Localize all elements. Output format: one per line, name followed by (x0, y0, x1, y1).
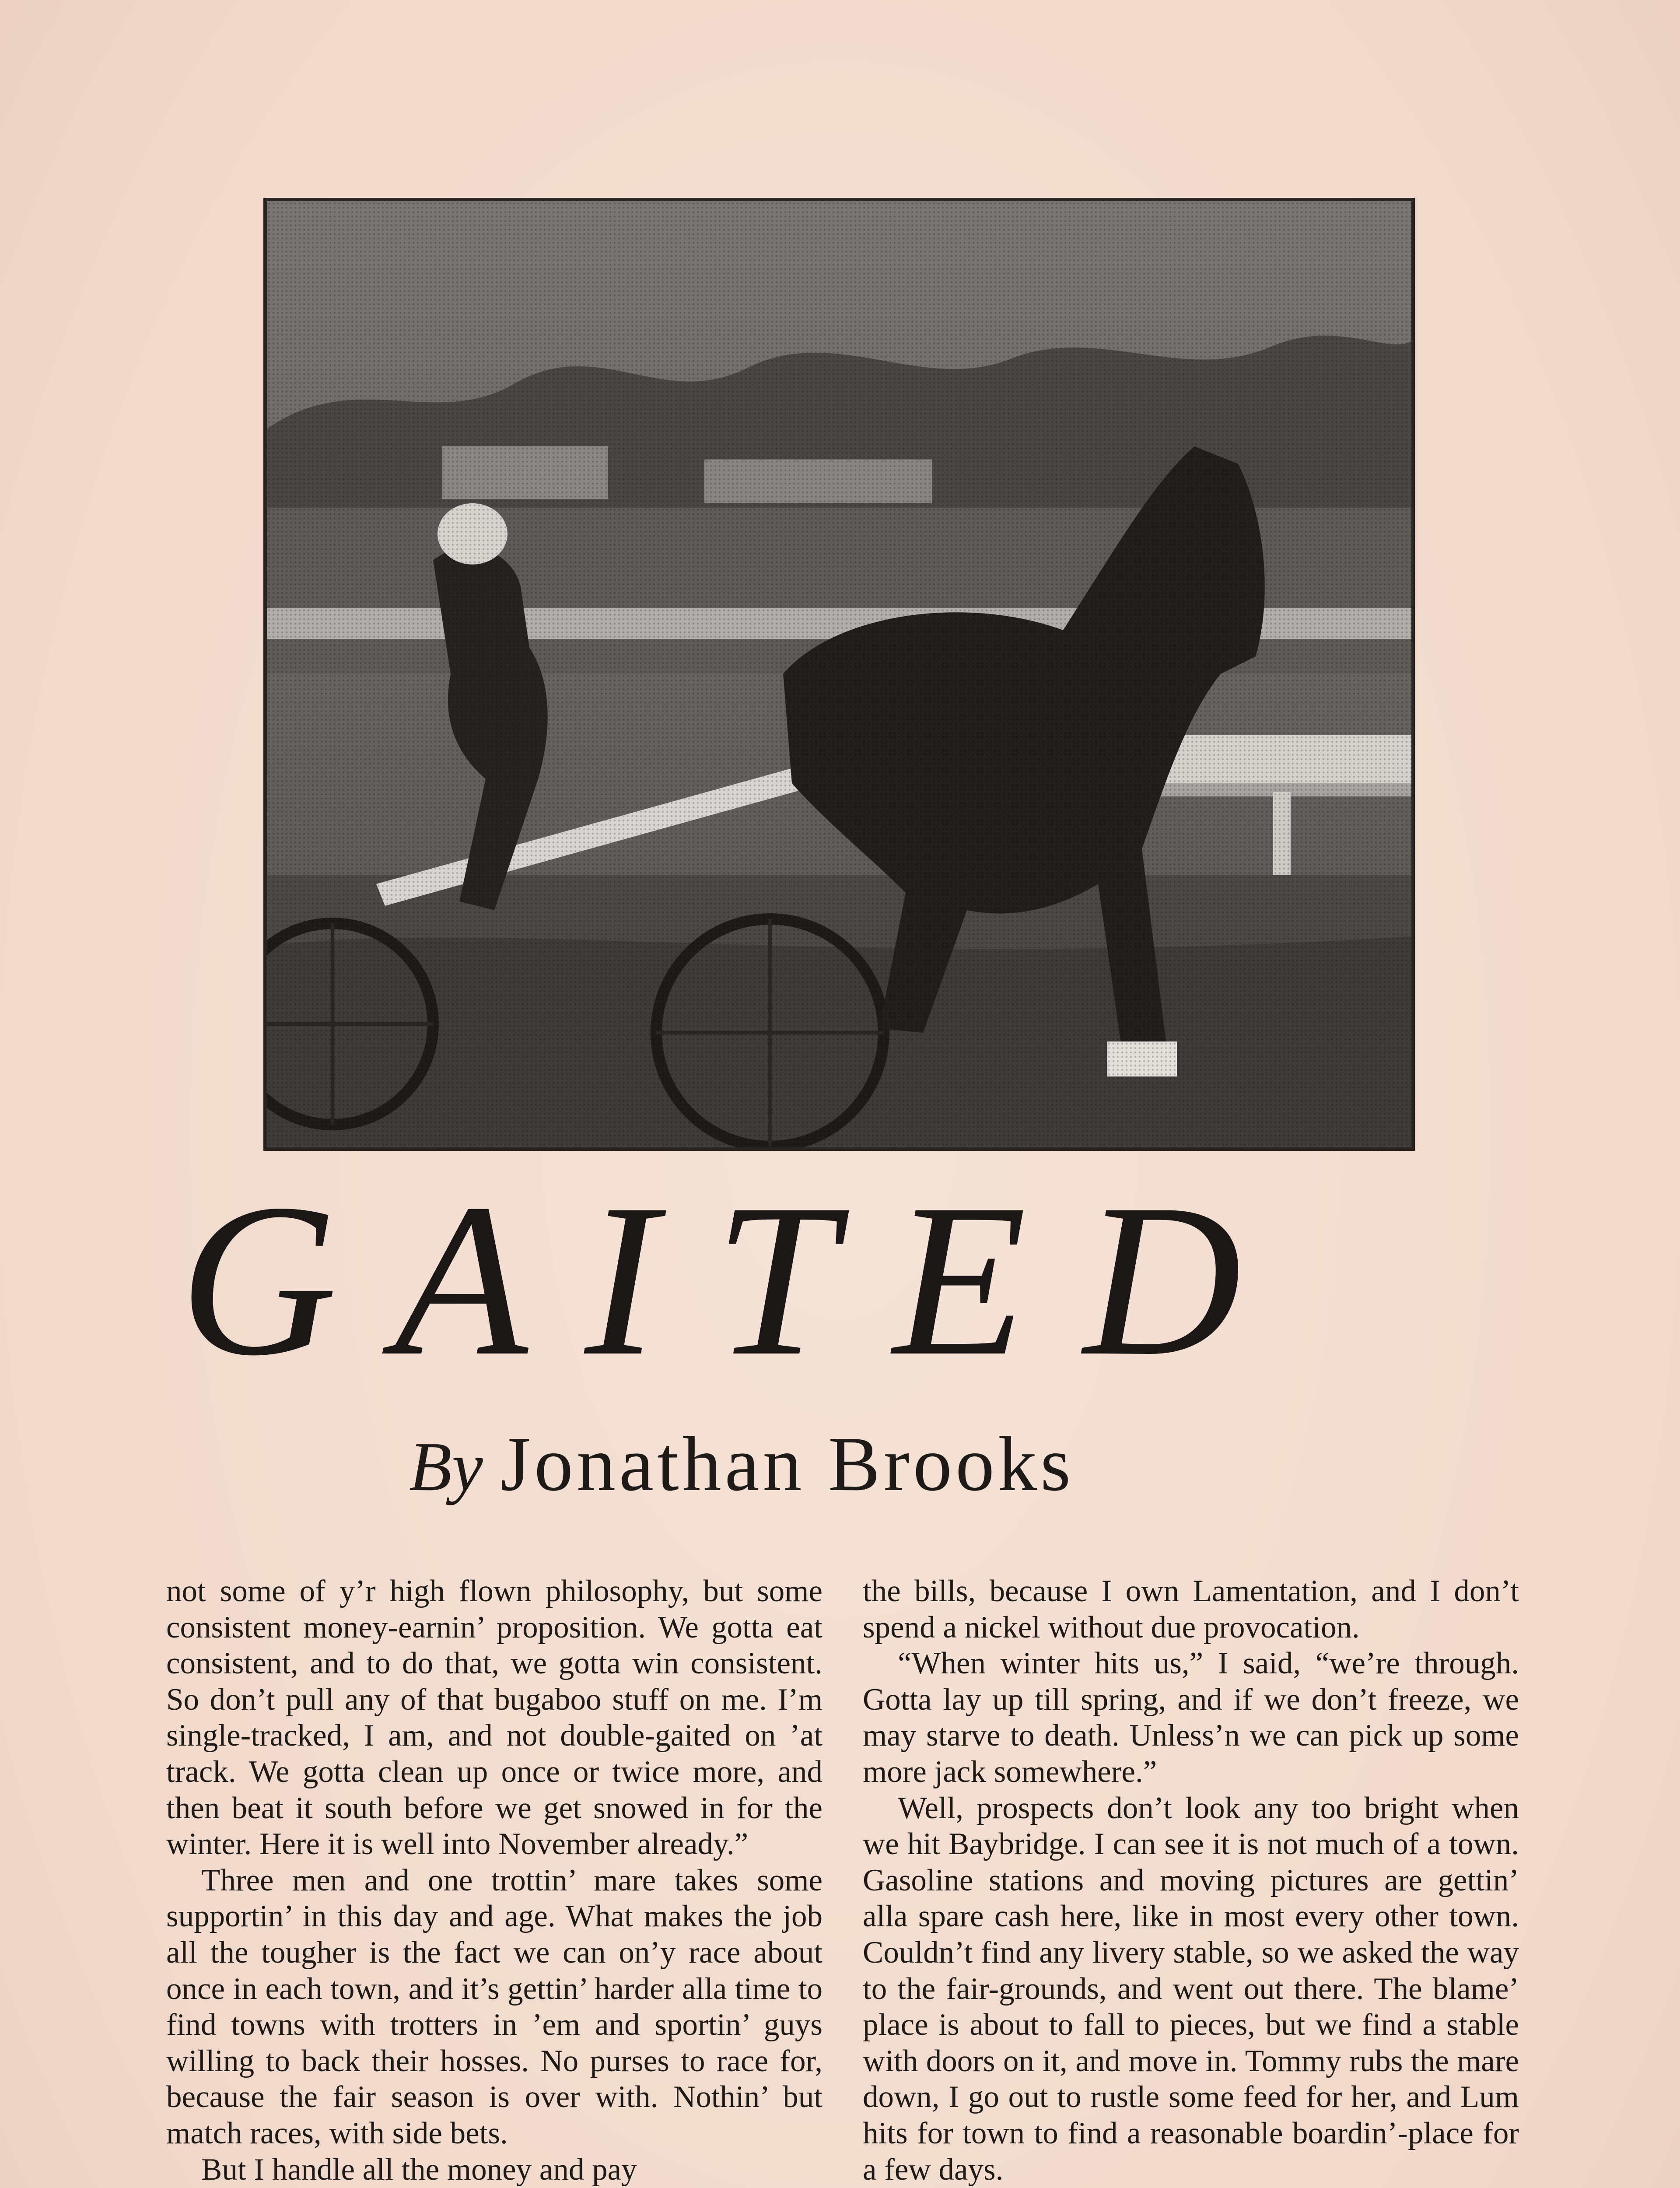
paragraph: the bills, because I own Lamentation, and I don’t spend a nickel without due provocation. (863, 1574, 1519, 1645)
author-name: Jonathan Brooks (500, 1420, 1074, 1507)
paragraph: Three men and one trottin’ mare takes some supportin’ in this day and age. What makes the job all the tougher is the fact we can on’y race about once in each town, and it’s gettin’ harder alla time to find towns with trotters in ’em and sportin’ guys willing to back their hosses. No purses to race for, because the fair season is over with. Nothin’ but match races, with side bets. (166, 1863, 822, 2150)
horse-and-sulky-illustration (267, 201, 1411, 1147)
paragraph: not some of y’r high flown philosophy, but some consistent money-earnin’ proposition. We gotta eat consistent, and to do that, we gotta win consistent. So don’t pull any of that bugaboo stuff on me. I’m single-tracked, I am, and not double-gaited on ’at track. We gotta clean up once or twice more, and then beat it south before we get snowed in for the winter. Here it is well into November already.” (166, 1574, 822, 1862)
text-column-left (166, 1573, 822, 2188)
harness-racing-photo (263, 198, 1415, 1151)
paragraph: “When winter hits us,” I said, “we’re through. Gotta lay up till spring, and if we don’t freeze, we may starve to death. Unless’n we can pick up some more jack somewhere.” (863, 1646, 1519, 1789)
byline (409, 1411, 1328, 1516)
text-column-right (863, 1573, 1519, 2188)
paragraph: But I handle all the money and pay (201, 2152, 637, 2187)
article-title: GAITED (179, 1159, 1298, 1401)
byline-prefix: By (409, 1427, 483, 1505)
paragraph: Well, prospects don’t look any too bright when we hit Baybridge. I can see it is not much of a town. Gasoline stations and moving pictures are gettin’ alla spare cash here, like in most every other town. Couldn’t find any livery stable, so we asked the way to the fair-grounds, and went out there. The blame’ place is about to fall to pieces, but we find a stable with doors on it, and move in. Tommy rubs the mare down, I go out to rustle some feed for her, and Lum hits for town to find a reasonable boardin’-place for a few days. (863, 1791, 1519, 2187)
